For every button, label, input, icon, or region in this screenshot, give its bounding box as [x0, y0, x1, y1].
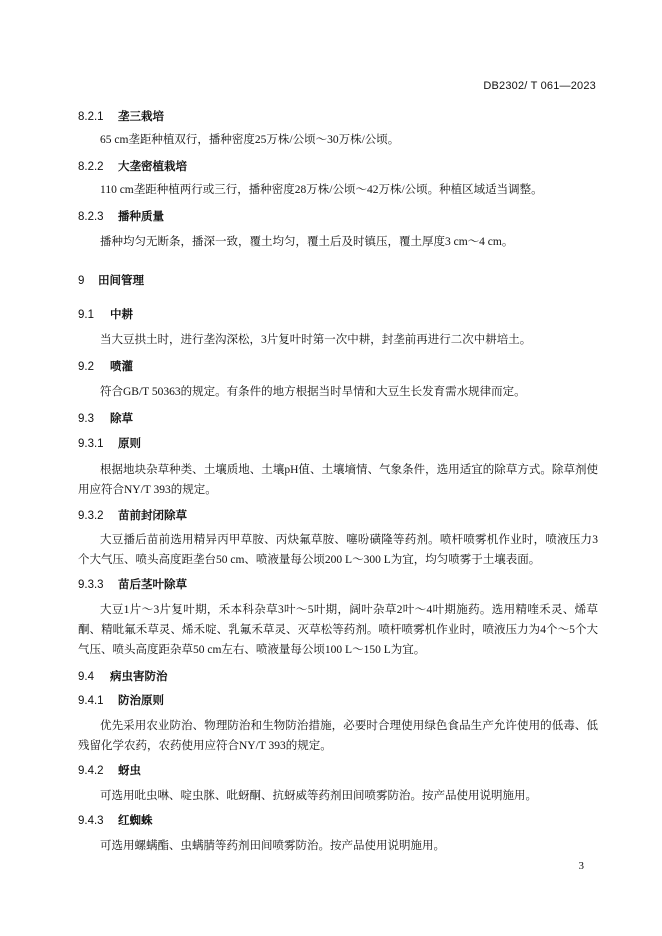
heading-8-2-2 — [78, 158, 598, 175]
section-title: 防治原则 — [118, 693, 164, 707]
section-number: 9.4.2 — [78, 765, 104, 777]
heading-8-2-3 — [78, 208, 598, 225]
section-title: 苗前封闭除草 — [118, 508, 187, 522]
section-number: 8.2.3 — [78, 211, 104, 223]
heading-9-2 — [78, 358, 598, 375]
section-number: 9.4.3 — [78, 815, 104, 827]
section-title: 垄三栽培 — [118, 109, 164, 123]
section-number: 9 — [78, 275, 85, 287]
paragraph-9-1: 当大豆拱土时，进行垄沟深松，3片复叶时第一次中耕，封垄前再进行二次中耕培土。 — [100, 334, 532, 346]
heading-9-3 — [78, 410, 598, 427]
heading-9 — [78, 272, 598, 289]
heading-9-4-1 — [78, 692, 598, 709]
section-number: 9.4 — [78, 671, 94, 683]
section-title: 除草 — [110, 411, 133, 425]
section-number: 9.3.2 — [78, 510, 104, 522]
paragraph-8-2-2: 110 cm垄距种植两行或三行，播种密度28万株/公顷～42万株/公顷。种植区域适当调整。 — [100, 184, 543, 196]
section-title: 中耕 — [110, 307, 133, 321]
section-title: 大垄密植栽培 — [118, 159, 187, 173]
section-number: 8.2.2 — [78, 161, 104, 173]
document-code: DB2302/ T 061—2023 — [483, 80, 596, 92]
section-number: 9.3.1 — [78, 438, 104, 450]
section-number: 9.2 — [78, 361, 94, 373]
heading-9-3-3 — [78, 576, 598, 593]
heading-9-3-2 — [78, 507, 598, 524]
section-title: 苗后茎叶除草 — [118, 577, 187, 591]
heading-9-4-3 — [78, 812, 598, 829]
section-number: 9.3.3 — [78, 579, 104, 591]
section-title: 田间管理 — [98, 273, 144, 287]
paragraph-9-3-2: 大豆播后苗前选用精异丙甲草胺、丙炔氟草胺、噻吩磺隆等药剂。喷杆喷雾机作业时，喷液压力3个大气压、喷头高度距垄台50 cm、喷液量每公顷200 L～300 L为宜，均匀喷雾于土壤表面。 — [78, 534, 598, 566]
heading-9-1 — [78, 306, 598, 323]
page-number: 3 — [578, 860, 584, 872]
paragraph-9-3-1: 根据地块杂草种类、土壤质地、土壤pH值、土壤墒情、气象条件，选用适宜的除草方式。除草剂使用应符合NY/T 393的规定。 — [78, 464, 598, 496]
heading-9-3-1 — [78, 435, 598, 452]
section-title: 蚜虫 — [118, 763, 141, 777]
paragraph-9-4-1: 优先采用农业防治、物理防治和生物防治措施，必要时合理使用绿色食品生产允许使用的低毒、低残留化学农药，农药使用应符合NY/T 393的规定。 — [78, 720, 598, 752]
heading-8-2-1 — [78, 108, 598, 125]
paragraph-8-2-3: 播种均匀无断条，播深一致，覆土均匀，覆土后及时镇压，覆土厚度3 cm～4 cm。 — [100, 236, 514, 248]
heading-9-4 — [78, 668, 598, 685]
section-number: 9.1 — [78, 309, 94, 321]
section-number: 9.3 — [78, 413, 94, 425]
paragraph-9-4-3: 可选用螺螨酯、虫螨腈等药剂田间喷雾防治。按产品使用说明施用。 — [100, 840, 445, 852]
paragraph-9-3-3: 大豆1片～3片复叶期，禾本科杂草3叶～5叶期，阔叶杂草2叶～4叶期施药。选用精喹禾灵、烯草酮、精吡氟禾草灵、烯禾啶、乳氟禾草灵、灭草松等药剂。喷杆喷雾机作业时，喷液压力为4个～5个大气压、喷头高度距杂草50 cm左右、喷液量每公顷100 L～150 L为宜。 — [78, 604, 598, 656]
section-title: 病虫害防治 — [110, 669, 168, 683]
section-title: 原则 — [118, 436, 141, 450]
paragraph-9-2: 符合GB/T 50363的规定。有条件的地方根据当时旱情和大豆生长发育需水规律而定。 — [100, 386, 526, 398]
section-title: 喷灌 — [110, 359, 133, 373]
paragraph-9-4-2: 可选用吡虫啉、啶虫脒、吡蚜酮、抗蚜威等药剂田间喷雾防治。按产品使用说明施用。 — [100, 790, 537, 802]
section-title: 播种质量 — [118, 209, 164, 223]
section-number: 9.4.1 — [78, 695, 104, 707]
section-number: 8.2.1 — [78, 111, 104, 123]
heading-9-4-2 — [78, 762, 598, 779]
section-title: 红蜘蛛 — [118, 813, 153, 827]
paragraph-8-2-1: 65 cm垄距种植双行，播种密度25万株/公顷～30万株/公顷。 — [100, 134, 400, 146]
